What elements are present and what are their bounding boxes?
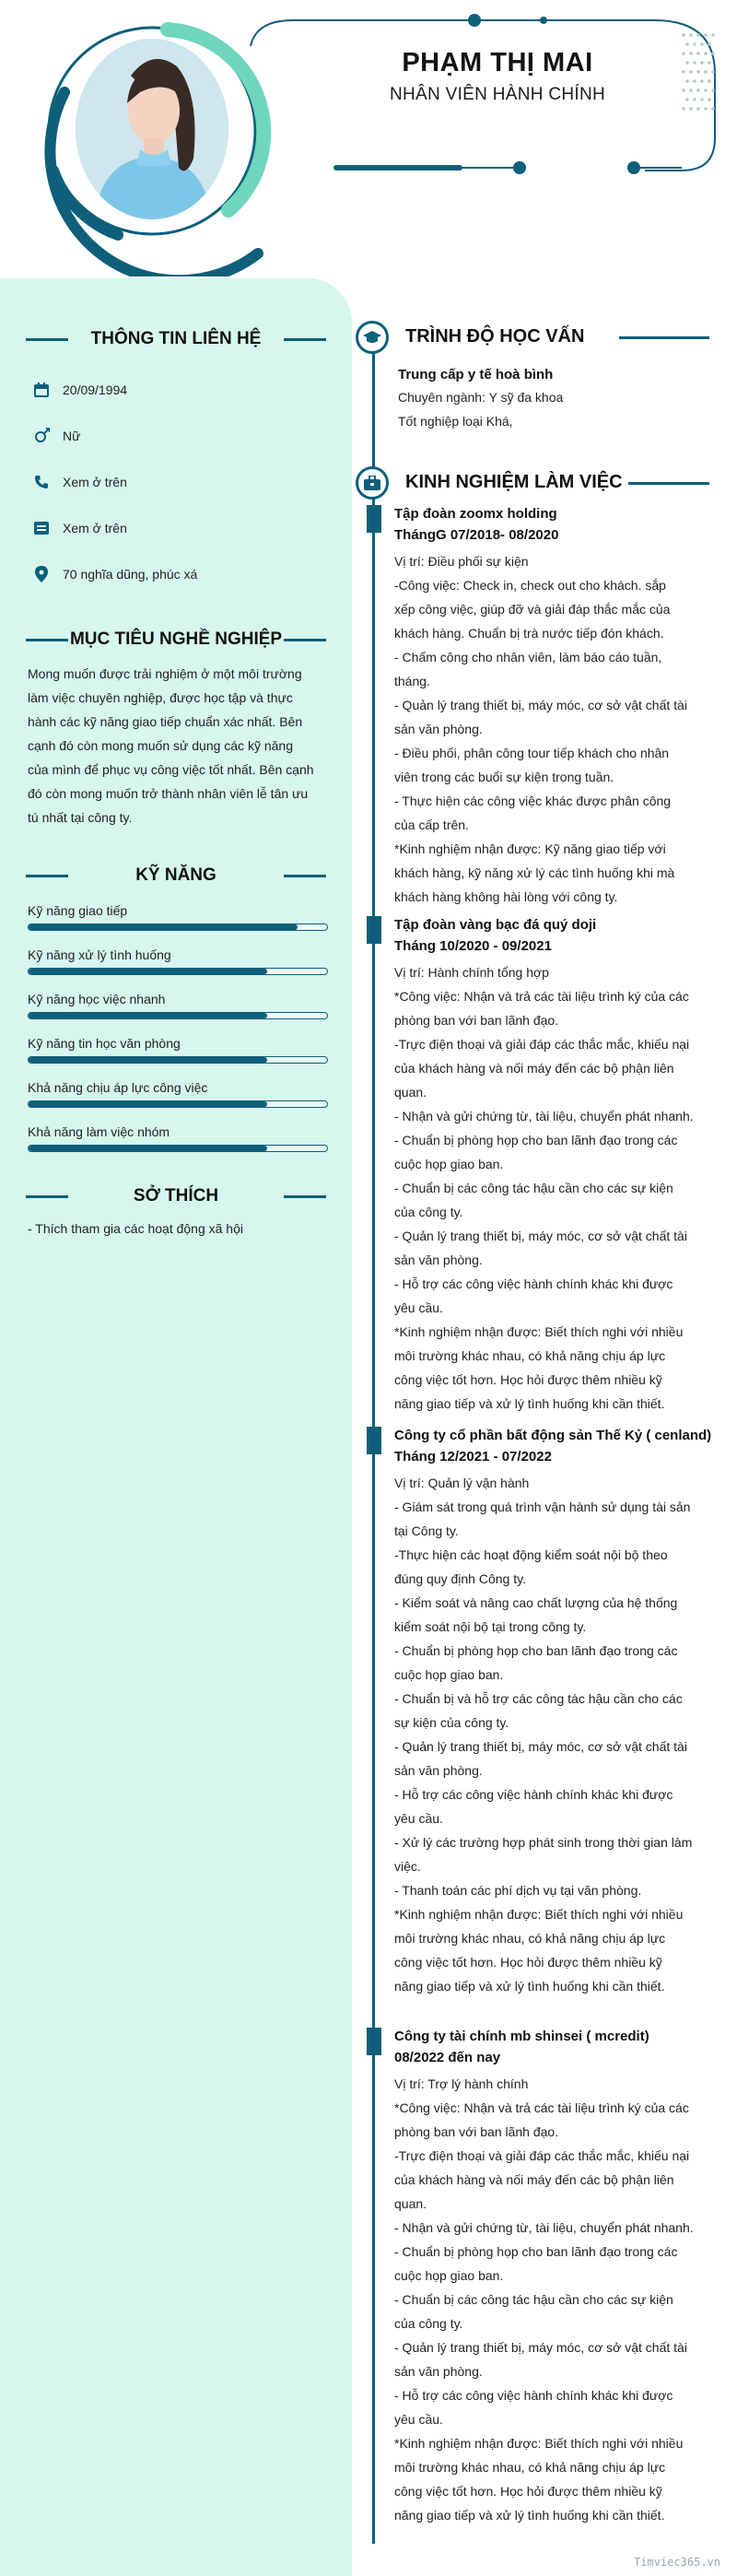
job-date: ThángG 07/2018- 08/2020 (394, 527, 559, 543)
job-company: Công ty tài chính mb shinsei ( mcredit) (394, 2029, 649, 2044)
contact-address: 70 nghĩa dũng, phúc xá (33, 564, 197, 584)
job-line: Vị trí: Hành chính tổng hợp (394, 965, 549, 980)
experience-section-title: KINH NGHIỆM LÀM VIỆC (352, 465, 720, 501)
skill-label: Khả năng làm việc nhóm (28, 1124, 170, 1139)
job-line: môi trường khác nhau, có khả năng chịu áp lực (394, 1931, 666, 1946)
objective-section-title: MỤC TIÊU NGHỀ NGHIỆP (0, 629, 352, 651)
hobbies-text: - Thích tham gia các hoạt động xã hội (28, 1221, 243, 1236)
contact-phone: Xem ở trên (33, 472, 127, 492)
job-line: - Quản lý trang thiết bị, máy móc, cơ sở vật chất tài (394, 1229, 687, 1243)
left-column (0, 278, 352, 2576)
skill-label: Khả năng chịu áp lực công việc (28, 1080, 208, 1095)
skill-item (28, 1036, 328, 1053)
job-line: viên trong các buổi sự kiện trong tuần. (394, 770, 614, 784)
contact-dob: 20/09/1994 (33, 380, 127, 400)
job-company: Tập đoàn zoomx holding (394, 506, 557, 522)
skill-level-fill (29, 1013, 267, 1018)
job-line: môi trường khác nhau, có khả năng chịu áp lực (394, 2460, 666, 2475)
job-line: cuộc họp giao ban. (394, 1667, 504, 1682)
job-line: sản văn phòng. (394, 1763, 483, 1778)
skill-item (28, 903, 328, 920)
skills-section-title: KỸ NĂNG (0, 865, 352, 887)
skill-label: Kỹ năng tin học văn phòng (28, 1036, 181, 1051)
job-line: yêu cầu. (394, 1300, 443, 1315)
job-line: năng giao tiếp và xử lý tình huống khi cần thiết. (394, 2508, 665, 2523)
contact-section-title: THÔNG TIN LIÊN HỆ (0, 328, 352, 350)
job-line: quan. (394, 1085, 427, 1100)
job-line: *Kinh nghiệm nhận được: Biết thích nghi với nhiều (394, 1907, 684, 1922)
job-date: 08/2022 đến nay (394, 2050, 501, 2065)
job-line: *Kinh nghiệm nhận được: Biết thích nghi với nhiều (394, 2436, 684, 2451)
contact-email: Xem ở trên (33, 518, 127, 538)
job-line: xếp công việc, giúp đỡ và giải đáp thắc mắc của (394, 602, 671, 617)
job-line: năng giao tiếp và xử lý tình huống khi cần thiết. (394, 1396, 665, 1411)
skill-level-fill (29, 1101, 267, 1107)
job-line: sản văn phòng. (394, 1253, 483, 1267)
job-line: Vị trí: Điều phối sự kiện (394, 554, 529, 569)
job-date: Tháng 10/2020 - 09/2021 (394, 938, 552, 954)
job-line: sản văn phòng. (394, 2364, 483, 2379)
skill-level-bar (28, 1012, 328, 1019)
job-line: - Hỗ trợ các công việc hành chính khác khi được (394, 1276, 673, 1291)
candidate-title: NHÂN VIÊN HÀNH CHÍNH (389, 85, 606, 104)
job-entry (394, 914, 713, 1416)
job-line: -Công việc: Check in, check out cho khách. sắp (394, 578, 666, 593)
skill-label: Kỹ năng học việc nhanh (28, 992, 166, 1006)
school-name: Trung cấp y tế hoà bình (398, 367, 554, 382)
job-line: phòng ban với ban lãnh đạo. (394, 2124, 559, 2139)
job-line: của cấp trên. (394, 817, 469, 832)
job-description (394, 549, 713, 909)
skill-item (28, 947, 328, 964)
job-line: công việc tốt hơn. Học hỏi được thêm nhiều kỹ (394, 1955, 662, 1970)
job-line: - Nhận và gửi chứng từ, tài liệu, chuyển phát nhanh. (394, 1109, 694, 1123)
job-line: - Hỗ trợ các công việc hành chính khác khi được (394, 2388, 673, 2403)
job-line: - Quản lý trang thiết bị, máy móc, cơ sở vật chất tài (394, 1739, 687, 1754)
skill-level-bar (28, 968, 328, 975)
job-line: việc. (394, 1859, 421, 1874)
job-line: - Chuẩn bị phòng họp cho ban lãnh đạo trong các (394, 2244, 678, 2259)
job-entry (394, 503, 713, 909)
job-line: - Quản lý trang thiết bị, máy móc, cơ sở vật chất tài (394, 698, 687, 712)
skill-level-fill (29, 924, 298, 930)
job-line: - Chuẩn bị và hỗ trợ các công tác hậu cần cho các (394, 1691, 683, 1706)
job-entry (394, 1425, 713, 1998)
education-grade: Tốt nghiệp loại Khá, (398, 414, 513, 429)
job-marker (367, 2028, 381, 2055)
job-company: Tập đoàn vàng bạc đá quý doji (394, 917, 597, 933)
cv-header (0, 0, 737, 276)
skill-level-bar (28, 1100, 328, 1108)
job-line: kiểm soát nội bộ tại trong công ty. (394, 1619, 587, 1634)
job-line: khách hàng. Chuẩn bị trà nước tiếp đón khách. (394, 626, 664, 641)
job-description (394, 2072, 713, 2527)
job-entry (394, 2026, 713, 2527)
phone-icon (33, 474, 50, 490)
job-line: khách hàng, kỹ năng xử lý các tình huống khi mà (394, 865, 675, 880)
job-line: - Chuẩn bị phòng họp cho ban lãnh đạo trong các (394, 1643, 678, 1658)
job-line: - Chuẩn bị các công tác hậu cần cho các sự kiện (394, 2292, 673, 2307)
skill-item (28, 992, 328, 1008)
job-line: của khách hàng và nối máy đến các bộ phận liên (394, 2172, 674, 2187)
job-description (394, 1471, 713, 1998)
job-line: sản văn phòng. (394, 722, 483, 736)
job-marker (367, 1427, 381, 1454)
job-line: -Trực điện thoại và giải đáp các thắc mắc, khiếu nại (394, 1037, 690, 1052)
briefcase-icon (356, 466, 389, 500)
job-line: *Công việc: Nhận và trả các tài liệu trình ký của các (394, 2100, 689, 2115)
skill-level-bar (28, 923, 328, 931)
job-line: - Kiểm soát và nâng cao chất lượng của hệ thống (394, 1595, 678, 1610)
job-line: khách hàng không hài lòng với công ty. (394, 889, 618, 904)
job-line: của công ty. (394, 2316, 463, 2331)
job-line: công việc tốt hơn. Học hỏi được thêm nhiều kỹ (394, 1372, 662, 1387)
job-line: sự kiện của công ty. (394, 1715, 509, 1730)
job-line: tháng. (394, 674, 430, 688)
job-line: Vị trí: Quản lý vận hành (394, 1476, 530, 1490)
job-line: của khách hàng và nối máy đến các bộ phận liên (394, 1061, 674, 1076)
job-line: yêu cầu. (394, 1811, 443, 1826)
job-marker (367, 916, 381, 944)
education-entry (398, 365, 711, 433)
hobbies-section-title: SỞ THÍCH (0, 1185, 352, 1207)
skill-level-fill (29, 969, 267, 974)
job-line: Vị trí: Trợ lý hành chính (394, 2076, 529, 2091)
job-marker (367, 505, 381, 533)
job-description (394, 960, 713, 1416)
job-line: yêu cầu. (394, 2412, 443, 2427)
skill-level-bar (28, 1145, 328, 1152)
email-icon (33, 520, 50, 536)
contact-gender: Nữ (33, 426, 80, 446)
job-line: cuộc họp giao ban. (394, 2268, 504, 2283)
job-line: - Điều phối, phân công tour tiếp khách cho nhân (394, 746, 670, 760)
job-line: - Chuẩn bị các công tác hậu cần cho các sự kiện (394, 1181, 673, 1195)
job-line: cuộc họp giao ban. (394, 1157, 504, 1171)
job-line: quan. (394, 2196, 427, 2211)
job-date: Tháng 12/2021 - 07/2022 (394, 1449, 552, 1464)
job-line: - Giám sát trong quá trình vận hành sử dụng tài sản (394, 1500, 691, 1514)
job-line: - Chuẩn bị phòng họp cho ban lãnh đạo trong các (394, 1133, 678, 1147)
job-line: môi trường khác nhau, có khả năng chịu áp lực (394, 1348, 666, 1363)
job-line: - Quản lý trang thiết bị, máy móc, cơ sở vật chất tài (394, 2340, 687, 2355)
skill-level-fill (29, 1057, 267, 1063)
skill-label: Kỹ năng xử lý tình huống (28, 947, 171, 962)
job-line: tại Công ty. (394, 1523, 459, 1538)
candidate-name: PHẠM THỊ MAI (402, 48, 593, 77)
job-line: phòng ban với ban lãnh đạo. (394, 1013, 559, 1028)
job-line: - Hỗ trợ các công việc hành chính khác khi được (394, 1787, 673, 1802)
profile-photo (76, 39, 228, 219)
job-line: *Kinh nghiệm nhận được: Kỹ năng giao tiếp với (394, 841, 666, 856)
job-line: - Nhận và gửi chứng từ, tài liệu, chuyển phát nhanh. (394, 2220, 694, 2235)
watermark: Timviec365.vn (634, 2556, 720, 2569)
job-line: năng giao tiếp và xử lý tình huống khi cần thiết. (394, 1979, 665, 1994)
job-line: đúng quy định Công ty. (394, 1571, 526, 1586)
skill-level-bar (28, 1056, 328, 1064)
location-icon (33, 566, 50, 582)
job-line: - Thanh toán các phí dịch vụ tại văn phòng. (394, 1883, 642, 1898)
job-line: *Công việc: Nhận và trả các tài liệu trình ký của các (394, 989, 689, 1004)
skill-item (28, 1124, 328, 1141)
objective-text: Mong muốn được trải nghiệm ở một môi trường làm việc chuyên nghiệp, được học tập và thực hành các kỹ năng giao tiếp chuẩn xác nhất. Bên cạnh đó còn mong muốn sử dụng các kỹ năng của mình để phục vụ công việc tốt nhất. Bên cạnh đó còn mong muốn trở thành nhân viên lễ tân ưu tú nhất tại công ty. (28, 666, 314, 825)
job-line: công việc tốt hơn. Học hỏi được thêm nhiều kỹ (394, 2484, 662, 2499)
job-line: - Chấm công cho nhân viên, làm báo cáo tuần, (394, 650, 662, 665)
skill-item (28, 1080, 328, 1097)
calendar-icon (33, 382, 50, 398)
education-major: Chuyên ngành: Y sỹ đa khoa (398, 390, 564, 405)
job-line: của công ty. (394, 1205, 463, 1219)
graduation-cap-icon (356, 321, 389, 354)
skill-level-fill (29, 1146, 267, 1151)
job-line: -Thực hiện các hoạt động kiểm soát nội bộ theo (394, 1547, 668, 1562)
job-company: Công ty cổ phần bất động sản Thế Kỷ ( cenland) (394, 1428, 712, 1443)
job-line: - Thực hiện các công việc khác được phân công (394, 794, 672, 808)
education-section-title: TRÌNH ĐỘ HỌC VẤN (352, 319, 720, 356)
job-line: - Xử lý các trường hợp phát sinh trong thời gian làm (394, 1835, 693, 1850)
skill-label: Kỹ năng giao tiếp (28, 903, 128, 918)
job-line: -Trực điện thoại và giải đáp các thắc mắc, khiếu nại (394, 2148, 690, 2163)
job-line: *Kinh nghiệm nhận được: Biết thích nghi với nhiều (394, 1324, 684, 1339)
gender-icon (33, 428, 50, 444)
